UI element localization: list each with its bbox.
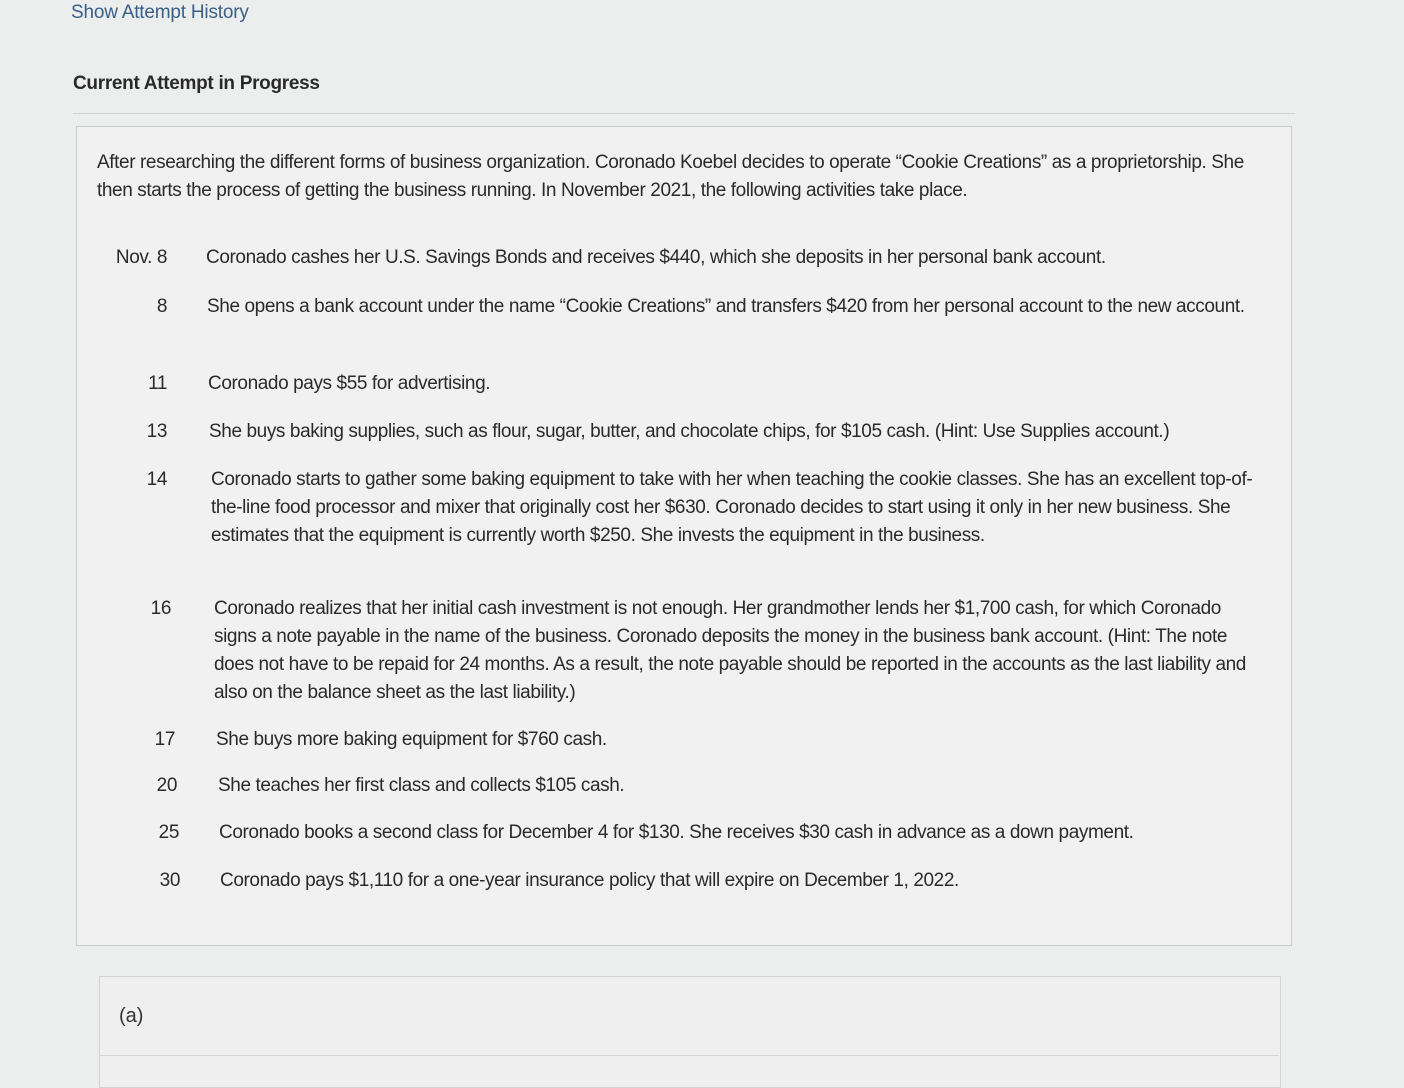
transaction-date: 8 (156, 296, 167, 317)
transaction-text: Coronado cashes her U.S. Savings Bonds and receives $440, which she deposits in her personal bank account. (206, 247, 1106, 268)
transaction-date: 25 (158, 822, 179, 843)
section-divider (73, 113, 1295, 114)
transaction-text: She buys baking supplies, such as flour, sugar, butter, and chocolate chips, for $105 cash. (Hint: Use Supplies account.) (209, 421, 1170, 442)
transaction-text: She teaches her first class and collects $105 cash. (218, 775, 625, 796)
answer-section-divider (99, 1055, 1279, 1056)
problem-statement-box (76, 126, 1292, 946)
transaction-text: She opens a bank account under the name “Cookie Creations” and transfers $420 from her personal account to the new account. (207, 296, 1245, 317)
transaction-text: Coronado pays $1,110 for a one-year insurance policy that will expire on December 1, 2022. (220, 870, 959, 891)
transaction-date: 16 (150, 598, 171, 619)
transaction-text: Coronado realizes that her initial cash investment is not enough. Her grandmother lends her $1,700 cash, for which Coronado signs a note payable in the name of the business. Coronado deposits the money in the business bank account. (Hint: The note does not have to be repaid for 24 months. As a result, the note payable should be reported in the accounts as the last liability and also on the balance sheet as the last liability.) (214, 598, 1246, 703)
answer-section-box (99, 976, 1281, 1088)
transaction-date: 13 (146, 421, 167, 442)
transaction-date: Nov. 8 (115, 247, 167, 268)
transaction-date: 20 (156, 775, 177, 796)
part-label: (a) (119, 1005, 144, 1027)
transaction-text: Coronado starts to gather some baking equipment to take with her when teaching the cookie classes. She has an excellent top-of-the-line food processor and mixer that originally cost her $630. Coronado decides to start using it only in her new business. She estimates that the equipment is currently worth $250. She invests the equipment in the business. (211, 469, 1253, 546)
problem-intro: After researching the different forms of business organization. Coronado Koebel decides to operate “Cookie Creations” as a proprietorship. She then starts the process of getting the business running. In November 2021, the following activities take place. (97, 152, 1244, 201)
transaction-date: 17 (154, 729, 175, 750)
attempt-title: Current Attempt in Progress (73, 73, 320, 94)
transaction-date: 14 (146, 469, 167, 490)
transaction-text: Coronado books a second class for December 4 for $130. She receives $30 cash in advance as a down payment. (219, 822, 1134, 843)
show-attempt-history-link[interactable]: Show Attempt History (71, 2, 249, 23)
transaction-date: 11 (148, 373, 167, 394)
transaction-text: Coronado pays $55 for advertising. (208, 373, 491, 394)
transaction-text: She buys more baking equipment for $760 cash. (216, 729, 607, 750)
transaction-date: 30 (159, 870, 180, 891)
